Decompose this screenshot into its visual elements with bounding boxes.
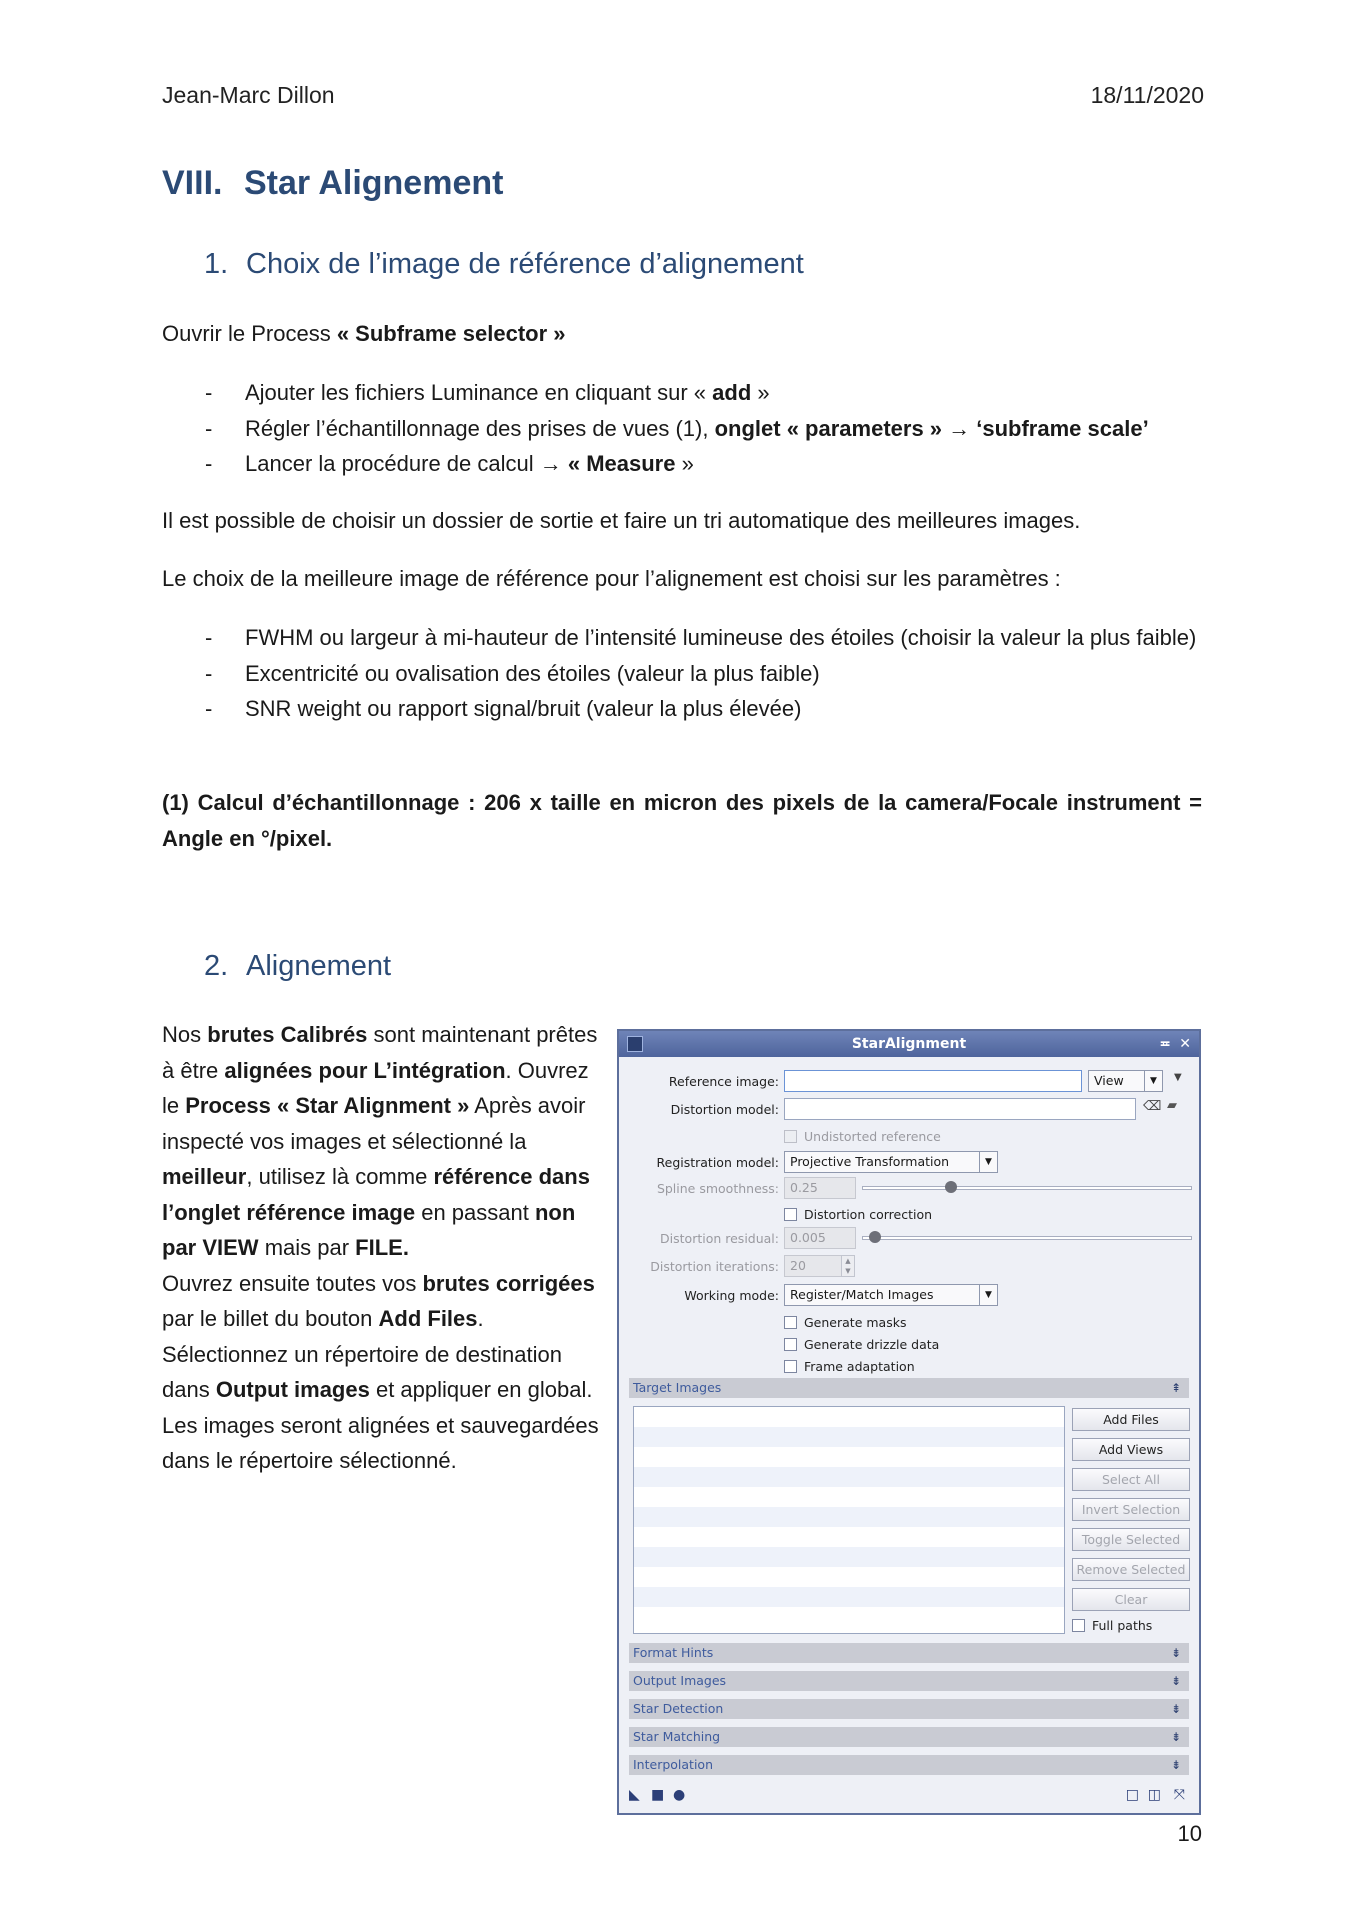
toggle-selected-button[interactable]: Toggle Selected — [1072, 1528, 1190, 1551]
target-images-list[interactable] — [633, 1406, 1065, 1634]
text-run: . Ouvrez le — [162, 1057, 589, 1118]
section-title: Interpolation — [633, 1757, 713, 1772]
spline-smoothness-slider[interactable] — [862, 1186, 1192, 1190]
chevron-down-icon: ▼ — [979, 1285, 997, 1305]
folder-icon[interactable]: ▰ — [1167, 1098, 1177, 1113]
step-bold: onglet « parameters » → ‘subframe scale’ — [714, 415, 1149, 441]
text-run: . — [477, 1306, 484, 1331]
text-run: Nos — [162, 1022, 208, 1047]
text-run: Après avoir inspecté vos images et sélectionné la — [162, 1093, 586, 1154]
intro-text: Ouvrir le Process — [162, 321, 337, 346]
frame-adaptation-checkbox[interactable] — [784, 1359, 915, 1374]
checkbox-box — [784, 1208, 797, 1221]
edit-instance-icon[interactable]: ◫ — [1147, 1787, 1161, 1803]
section-title: Format Hints — [633, 1645, 714, 1660]
text-run: et appliquer en global. Les images seront alignées et sauvegardées dans le répertoire sélectionné. — [162, 1377, 599, 1473]
intro-paragraph — [162, 316, 566, 351]
list-row — [634, 1587, 1064, 1607]
bold-run: Process « Star Alignment » — [185, 1093, 470, 1118]
generate-drizzle-checkbox[interactable] — [784, 1337, 939, 1352]
criteria-text: FWHM ou largeur à mi-hauteur de l’intensité lumineuse des étoiles (choisir la valeur la plus faible) — [245, 625, 1197, 650]
working-mode-select[interactable] — [784, 1284, 998, 1306]
output-paragraph: Il est possible de choisir un dossier de sortie et faire un tri automatique des meilleures images. — [162, 508, 1081, 533]
header-date: 18/11/2020 — [1090, 82, 1204, 108]
subsection-2-heading — [204, 950, 391, 983]
expand-icon[interactable]: ⇟ — [1170, 1758, 1181, 1772]
apply-global-icon[interactable]: ■ — [651, 1787, 665, 1803]
text-run: sont maintenant prêtes à être — [162, 1022, 598, 1083]
list-row — [634, 1547, 1064, 1567]
dialog-titlebar — [619, 1031, 1199, 1057]
subsection-1-number: 1. — [204, 248, 229, 280]
distortion-residual-input[interactable]: 0.005 — [784, 1227, 856, 1249]
collapse-icon[interactable]: ⇞ — [1170, 1381, 1181, 1395]
slider-knob[interactable] — [869, 1231, 881, 1243]
choice-paragraph: Le choix de la meilleure image de référence pour l’alignement est choisi sur les paramètres : — [162, 566, 1061, 591]
list-row — [634, 1527, 1064, 1547]
interpolation-section[interactable] — [629, 1755, 1189, 1775]
section-heading — [162, 164, 503, 203]
expand-icon[interactable]: ⇟ — [1170, 1730, 1181, 1744]
bold-run: non par VIEW — [162, 1199, 576, 1260]
iterations-stepper[interactable]: ▲ ▼ — [841, 1255, 855, 1277]
close-icon[interactable]: ✕ — [1179, 1036, 1191, 1052]
registration-model-value: Projective Transformation — [790, 1154, 950, 1169]
section-title: Output Images — [633, 1673, 727, 1688]
step-text: Régler l’échantillonnage des prises de vues (1), — [245, 415, 715, 441]
criteria-item: - Excentricité ou ovalisation des étoiles (valeur la plus faible) — [205, 660, 820, 686]
distortion-correction-checkbox[interactable] — [784, 1207, 932, 1222]
list-row — [634, 1447, 1064, 1467]
reference-source-value: View — [1094, 1073, 1124, 1088]
checkbox-box — [784, 1360, 797, 1373]
spline-smoothness-input[interactable]: 0.25 — [784, 1177, 856, 1199]
generate-masks-checkbox[interactable] — [784, 1315, 906, 1330]
subsection-2-title: Alignement — [246, 950, 392, 982]
star-detection-section[interactable] — [629, 1699, 1189, 1719]
working-mode-label: Working mode: — [684, 1288, 779, 1303]
text-run: , utilisez là comme — [246, 1164, 434, 1189]
criteria-text: Excentricité ou ovalisation des étoiles (valeur la plus faible) — [245, 660, 820, 686]
clear-icon[interactable]: ⌫ — [1143, 1099, 1162, 1114]
header-author: Jean-Marc Dillon — [162, 82, 335, 108]
checkbox-box — [784, 1316, 797, 1329]
checkbox-box — [784, 1130, 797, 1143]
list-row — [634, 1607, 1064, 1627]
checkbox-label: Frame adaptation — [804, 1359, 915, 1374]
bold-run: Add Files — [378, 1306, 478, 1331]
chevron-down-icon: ▼ — [1144, 1071, 1162, 1091]
list-row — [634, 1427, 1064, 1447]
checkbox-box — [1072, 1619, 1085, 1632]
distortion-iterations-label: Distortion iterations: — [650, 1259, 779, 1274]
target-images-section[interactable] — [629, 1378, 1189, 1398]
criteria-text: SNR weight ou rapport signal/bruit (valeur la plus élevée) — [245, 696, 802, 721]
section-title: Star Matching — [633, 1729, 721, 1744]
step-item: - Lancer la procédure de calcul → « Measure » — [205, 451, 694, 476]
section-number: VIII. — [162, 164, 223, 202]
bold-run: référence dans l’onglet référence image — [162, 1164, 590, 1225]
registration-model-select[interactable] — [784, 1151, 998, 1173]
bold-run: brutes corrigées — [422, 1270, 595, 1296]
steps-list — [162, 375, 1207, 482]
subsection-1-title: Choix de l’image de référence d’alignement — [246, 248, 804, 280]
distortion-residual-label: Distortion residual: — [660, 1231, 779, 1246]
reference-image-input[interactable] — [784, 1070, 1082, 1092]
expand-icon[interactable]: ⇟ — [1170, 1702, 1181, 1716]
bold-run: Output images — [215, 1377, 370, 1402]
text-run: en passant — [415, 1199, 535, 1225]
checkbox-label: Undistorted reference — [804, 1129, 941, 1144]
working-mode-value: Register/Match Images — [790, 1287, 934, 1302]
subsection-2-number: 2. — [204, 950, 229, 982]
section-title: Star Alignement — [244, 164, 504, 202]
step-bold: add — [712, 380, 752, 405]
bold-run: FILE. — [355, 1235, 409, 1260]
list-row — [634, 1567, 1064, 1587]
sampling-note: (1) Calcul d’échantillonnage : 206 x taille en micron des pixels de la camera/Focale instrument = Angle en °/pixel. — [162, 790, 1202, 851]
shade-icon[interactable]: ≖ — [1159, 1036, 1171, 1052]
select-all-button[interactable]: Select All — [1072, 1468, 1190, 1491]
bold-run: brutes Calibrés — [207, 1022, 368, 1047]
text-run: mais par — [258, 1235, 356, 1260]
checkbox-box — [784, 1338, 797, 1351]
criteria-item: - SNR weight ou rapport signal/bruit (valeur la plus élevée) — [205, 696, 802, 721]
dialog-title: StarAlignment — [851, 1036, 967, 1052]
full-paths-checkbox[interactable] — [1072, 1618, 1152, 1633]
distortion-residual-slider[interactable] — [862, 1236, 1192, 1240]
star-matching-section[interactable] — [629, 1727, 1189, 1747]
app-logo-icon — [627, 1036, 643, 1052]
clear-button[interactable]: Clear — [1072, 1588, 1190, 1611]
text-run: par le billet du bouton — [162, 1306, 379, 1331]
chevron-down-icon: ▼ — [979, 1152, 997, 1172]
criteria-item: - FWHM ou largeur à mi-hauteur de l’intensité lumineuse des étoiles (choisir la valeur la plus faible) — [205, 625, 1197, 650]
text-run: Ouvrez ensuite toutes vos — [162, 1270, 423, 1296]
add-views-button[interactable]: Add Views — [1072, 1438, 1190, 1461]
intro-bold: « Subframe selector » — [336, 321, 566, 346]
step-text: Lancer la procédure de calcul → — [245, 451, 568, 476]
distortion-model-label: Distortion model: — [670, 1102, 779, 1117]
list-row — [634, 1407, 1064, 1427]
distortion-model-input[interactable] — [784, 1098, 1136, 1120]
dropdown-arrow-icon[interactable]: ▼ — [1174, 1072, 1182, 1083]
expand-icon[interactable]: ⇟ — [1170, 1646, 1181, 1660]
undistorted-reference-checkbox[interactable] — [784, 1129, 941, 1144]
star-alignment-dialog — [617, 1029, 1201, 1815]
checkbox-label: Full paths — [1092, 1618, 1153, 1633]
dialog-footer — [627, 1787, 1193, 1807]
checkbox-label: Distortion correction — [804, 1207, 933, 1222]
expand-icon[interactable]: ⇟ — [1170, 1674, 1181, 1688]
reference-image-label: Reference image: — [668, 1074, 779, 1089]
section-title: Star Detection — [633, 1701, 724, 1716]
format-hints-section[interactable] — [629, 1643, 1189, 1663]
text-run: Sélectionnez un répertoire de destination dans — [162, 1341, 562, 1402]
criteria-list — [162, 620, 1207, 727]
add-files-button[interactable]: Add Files — [1072, 1408, 1190, 1431]
output-images-section[interactable] — [629, 1671, 1189, 1691]
slider-knob[interactable] — [945, 1181, 957, 1193]
invert-selection-button[interactable]: Invert Selection — [1072, 1498, 1190, 1521]
browse-documentation-icon[interactable]: □ — [1125, 1787, 1139, 1803]
step-item: - Ajouter les fichiers Luminance en cliquant sur « add » — [205, 380, 770, 405]
step-bold: « Measure — [567, 451, 676, 476]
bold-run: alignées pour L’intégration — [224, 1057, 506, 1083]
step-text-end: » — [751, 380, 770, 405]
remove-selected-button[interactable]: Remove Selected — [1072, 1558, 1190, 1581]
alignment-instructions — [162, 1017, 602, 1479]
new-instance-icon[interactable]: ◣ — [629, 1787, 640, 1803]
checkbox-label: Generate drizzle data — [804, 1337, 940, 1352]
reference-source-select[interactable] — [1088, 1070, 1163, 1092]
apply-icon[interactable]: ● — [673, 1787, 686, 1803]
distortion-iterations-input[interactable]: 20 — [784, 1255, 842, 1277]
registration-model-label: Registration model: — [656, 1155, 779, 1170]
list-row — [634, 1487, 1064, 1507]
step-text: Ajouter les fichiers Luminance en cliquant sur « — [245, 380, 713, 405]
checkbox-label: Generate masks — [804, 1315, 907, 1330]
subsection-1-heading — [204, 248, 804, 281]
page-number: 10 — [1177, 1821, 1202, 1846]
step-text-end: » — [675, 451, 694, 476]
reset-icon[interactable]: ⤧ — [1173, 1787, 1185, 1803]
step-item: - Régler l’échantillonnage des prises de vues (1), onglet « parameters » → ‘subframe scale’ — [205, 415, 1149, 441]
bold-run: meilleur — [162, 1164, 247, 1189]
spline-smoothness-label: Spline smoothness: — [656, 1181, 779, 1196]
list-row — [634, 1467, 1064, 1487]
list-row — [634, 1507, 1064, 1527]
section-title: Target Images — [633, 1380, 722, 1395]
